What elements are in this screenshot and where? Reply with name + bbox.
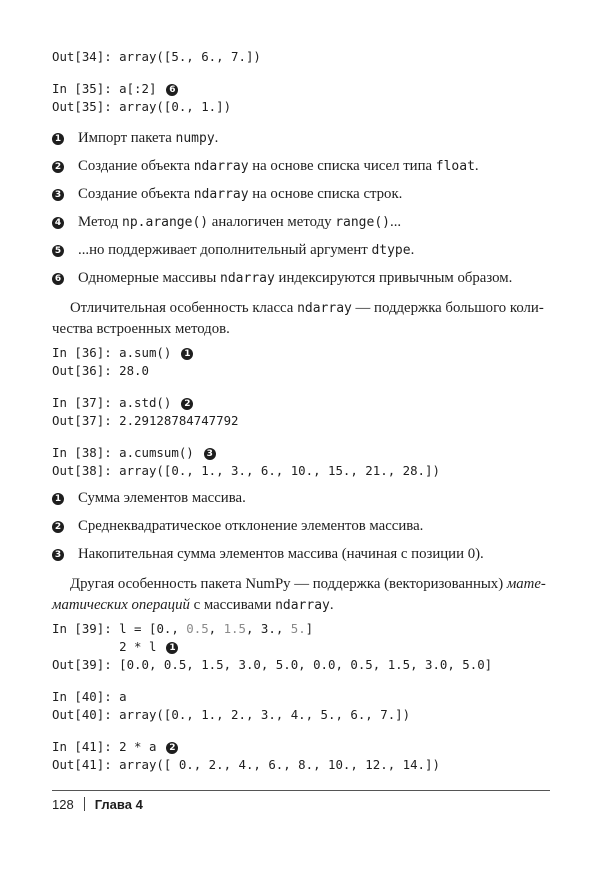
callout-marker-6: 6 bbox=[52, 273, 64, 285]
callout-marker-3: 3 bbox=[204, 448, 216, 460]
code-block-1 bbox=[52, 48, 261, 116]
paragraph-2: Другая особенность пакета NumPy — поддержка (векторизованных) мате- матических операций с массивами ndarray. bbox=[52, 576, 546, 613]
code-block-2 bbox=[52, 344, 440, 480]
code-line-in37: In [37]: a.std() 2 bbox=[52, 394, 440, 412]
callout-marker-2: 2 bbox=[166, 742, 178, 754]
code-line-in35: In [35]: a[:2] 6 bbox=[52, 80, 261, 98]
note-3: 3 Создание объекта ndarray на основе списка строк. bbox=[52, 184, 560, 204]
callout-marker-1: 1 bbox=[166, 642, 178, 654]
callout-marker-2: 2 bbox=[52, 161, 64, 173]
code-line-out40: Out[40]: array([0., 1., 2., 3., 4., 5., 6., 7.]) bbox=[52, 707, 411, 722]
callout-marker-1: 1 bbox=[52, 133, 64, 145]
code-line-out34: Out[34]: array([5., 6., 7.]) bbox=[52, 49, 261, 64]
footer-divider bbox=[52, 790, 550, 791]
callout-marker-2: 2 bbox=[181, 398, 193, 410]
code-line-out37: Out[37]: 2.29128784747792 bbox=[52, 413, 239, 428]
code-line-in39: In [39]: l = [0., 0.5, 1.5, 3., 5.] bbox=[52, 621, 314, 636]
callout-marker-1: 1 bbox=[52, 493, 64, 505]
note-4: 4 Метод np.arange() аналогичен методу range()... bbox=[52, 212, 560, 232]
code-block-3 bbox=[52, 620, 492, 774]
callout-marker-3: 3 bbox=[52, 549, 64, 561]
code-line-out35: Out[35]: array([0., 1.]) bbox=[52, 99, 232, 114]
note-sum: 1 Сумма элементов массива. bbox=[52, 488, 560, 508]
callout-marker-1: 1 bbox=[181, 348, 193, 360]
code-line-out36: Out[36]: 28.0 bbox=[52, 363, 149, 378]
callout-marker-4: 4 bbox=[52, 217, 64, 229]
note-6: 6 Одномерные массивы ndarray индексируются привычным образом. bbox=[52, 268, 560, 288]
paragraph-1: Отличительная особенность класса ndarray — поддержка большого коли- чества встроенных методов. bbox=[52, 300, 544, 337]
code-line-in40: In [40]: a bbox=[52, 689, 127, 704]
note-1: 1 Импорт пакета numpy. bbox=[52, 128, 560, 148]
code-line-out38: Out[38]: array([0., 1., 3., 6., 10., 15., 21., 28.]) bbox=[52, 463, 440, 478]
page-number: 128 bbox=[52, 797, 74, 812]
code-line-out39: Out[39]: [0.0, 0.5, 1.5, 3.0, 5.0, 0.0, 0.5, 1.5, 3.0, 5.0] bbox=[52, 657, 493, 672]
footer-separator bbox=[84, 797, 85, 811]
callout-marker-5: 5 bbox=[52, 245, 64, 257]
note-std: 2 Среднеквадратическое отклонение элементов массива. bbox=[52, 516, 560, 536]
code-line-out41: Out[41]: array([ 0., 2., 4., 6., 8., 10., 12., 14.]) bbox=[52, 757, 440, 772]
page-footer bbox=[52, 797, 143, 812]
note-cumsum: 3 Накопительная сумма элементов массива (начиная с позиции 0). bbox=[52, 544, 560, 564]
callout-marker-2: 2 bbox=[52, 521, 64, 533]
callout-marker-6: 6 bbox=[166, 84, 178, 96]
code-line-in38: In [38]: a.cumsum() 3 bbox=[52, 444, 440, 462]
note-2: 2 Создание объекта ndarray на основе списка чисел типа float. bbox=[52, 156, 560, 176]
note-5: 5 ...но поддерживает дополнительный аргумент dtype. bbox=[52, 240, 560, 260]
code-line-in36: In [36]: a.sum() 1 bbox=[52, 344, 440, 362]
code-line-in41: In [41]: 2 * a 2 bbox=[52, 738, 492, 756]
callout-marker-3: 3 bbox=[52, 189, 64, 201]
code-line-in39-cont: 2 * l 1 bbox=[52, 638, 492, 656]
chapter-label: Глава 4 bbox=[94, 797, 143, 812]
